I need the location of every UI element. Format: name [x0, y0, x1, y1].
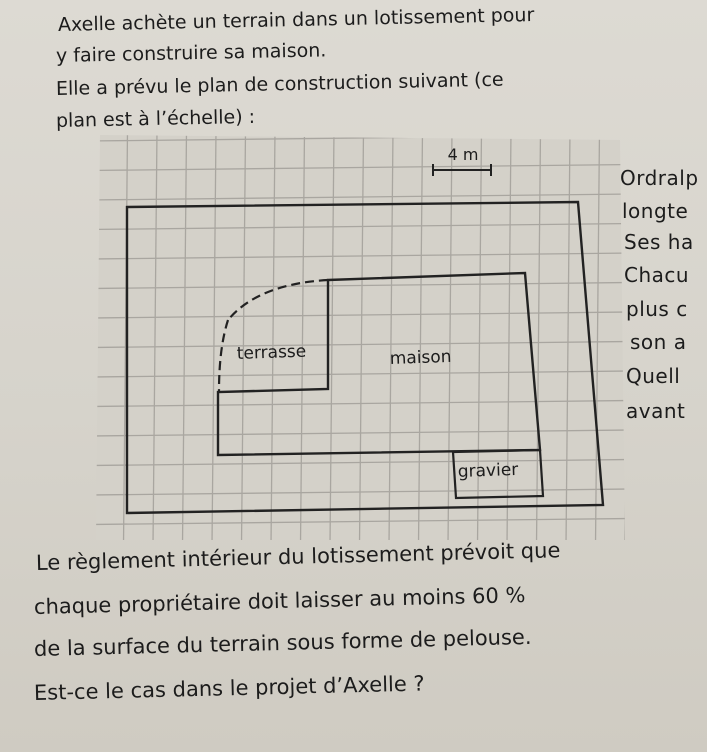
maison-label: maison [389, 346, 452, 369]
intro-line-4: plan est à l’échelle) : [55, 105, 256, 132]
scale-label: 4 m [447, 145, 479, 164]
question-line-2: chaque propriétaire doit laisser au moins 60 % [33, 582, 526, 619]
side-text-3: Ses ha [624, 230, 694, 254]
side-text-1: Ordralp [620, 166, 699, 190]
side-text-8: avant [626, 399, 686, 423]
gravier-label: gravier [457, 459, 519, 482]
side-text-2: longte [622, 199, 689, 223]
side-text-7: Quell [626, 364, 681, 388]
grid-paper [90, 130, 659, 554]
question-line-1: Le règlement intérieur du lotissement prévoit que [35, 538, 561, 575]
side-text-5: plus c [626, 297, 688, 321]
question-line-4: Est-ce le cas dans le projet d’Axelle ? [33, 671, 425, 705]
grid-line-vertical [625, 130, 629, 545]
question-line-3: de la surface du terrain sous forme de pelouse. [33, 624, 532, 661]
terrasse-label: terrasse [236, 341, 307, 364]
intro-line-2: y faire construire sa maison. [55, 39, 327, 67]
intro-line-3: Elle a prévu le plan de construction suivant (ce [55, 68, 504, 100]
side-text-4: Chacu [624, 263, 690, 287]
side-text-6: son a [630, 330, 687, 354]
intro-line-1: Axelle achète un terrain dans un lotissement pour [57, 4, 535, 36]
